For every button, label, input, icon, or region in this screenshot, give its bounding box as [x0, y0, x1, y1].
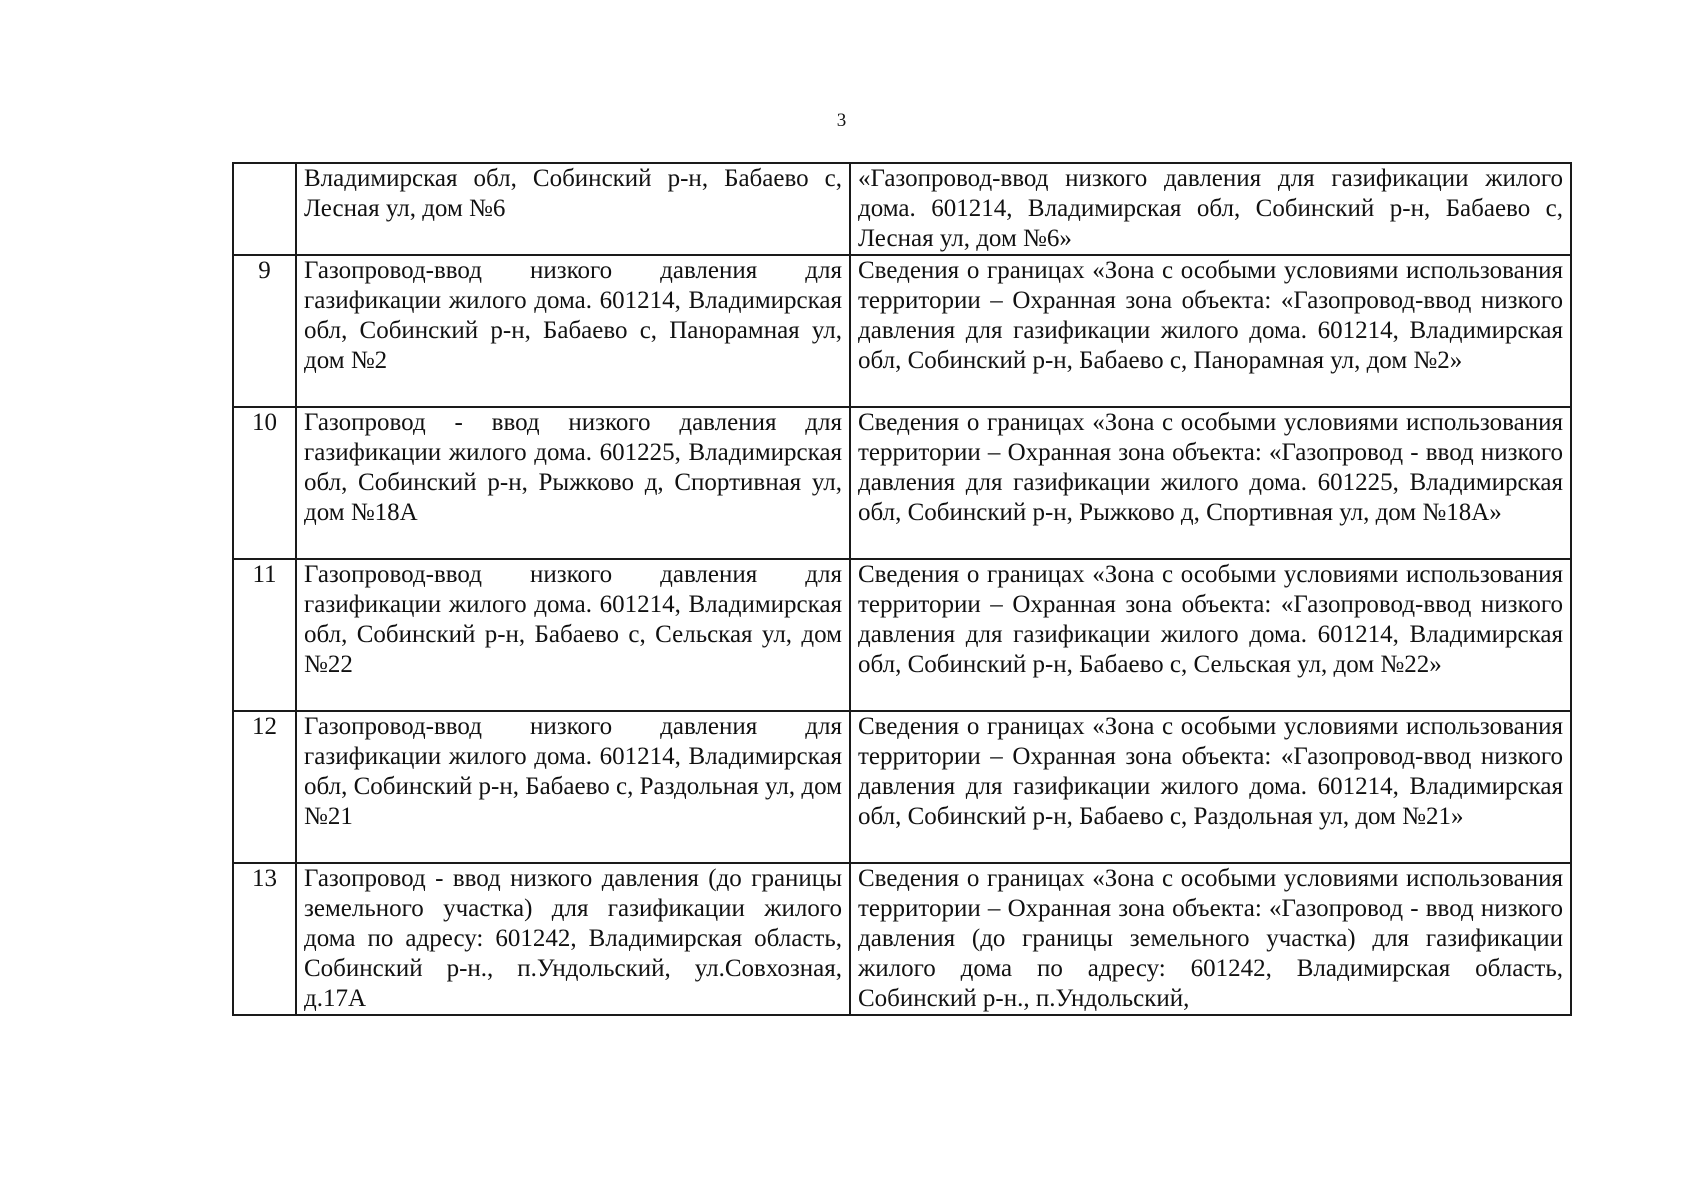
registry-table [232, 162, 1572, 1016]
object-cell [296, 407, 850, 559]
object-text: Газопровод - ввод низкого давления для газификации жилого дома. 601225, Владимирская обл, Собинский р-н, Рыжково д, Спортивная ул, дом №18А [304, 409, 842, 526]
row-number-cell: 10 [233, 407, 296, 559]
info-cell [850, 407, 1571, 559]
object-text: Газопровод-ввод низкого давления для газификации жилого дома. 601214, Владимирская обл, Собинский р-н, Бабаево с, Сельская ул, дом №22 [304, 561, 842, 678]
object-cell [296, 163, 850, 255]
info-cell [850, 559, 1571, 711]
object-cell [296, 711, 850, 863]
info-text: «Газопровод-ввод низкого давления для газификации жилого дома. 601214, Владимирская обл, Собинский р-н, Бабаево с, Лесная ул, дом №6» [858, 165, 1563, 252]
object-text: Газопровод-ввод низкого давления для газификации жилого дома. 601214, Владимирская обл, Собинский р-н, Бабаево с, Раздольная ул, дом №21 [304, 713, 842, 830]
info-text: Сведения о границах «Зона с особыми условиями использования территории – Охранная зона объекта: «Газопровод-ввод низкого давления для газификации жилого дома. 601214, Владимирская обл, Собинский р-н, Бабаево с, Раздольная ул, дом №21» [858, 713, 1563, 830]
info-cell [850, 711, 1571, 863]
info-text: Сведения о границах «Зона с особыми условиями использования территории – Охранная зона объекта: «Газопровод-ввод низкого давления для газификации жилого дома. 601214, Владимирская обл, Собинский р-н, Бабаево с, Сельская ул, дом №22» [858, 561, 1563, 678]
table-row [233, 407, 1571, 559]
info-text: Сведения о границах «Зона с особыми условиями использования территории – Охранная зона объекта: «Газопровод - ввод низкого давления для газификации жилого дома. 601225, Владимирская обл, Собинский р-н, Рыжково д, Спортивная ул, дом №18А» [858, 409, 1563, 526]
info-cell [850, 255, 1571, 407]
row-number-cell [233, 163, 296, 255]
object-cell [296, 863, 850, 1015]
object-cell [296, 559, 850, 711]
info-text: Сведения о границах «Зона с особыми условиями использования территории – Охранная зона объекта: «Газопровод - ввод низкого давления (до границы земельного участка) для газификации жилого дома по адресу: 601242, Владимирская область, Собинский р-н., п.Ундольский, [858, 865, 1563, 1012]
object-text: Газопровод-ввод низкого давления для газификации жилого дома. 601214, Владимирская обл, Собинский р-н, Бабаево с, Панорамная ул, дом №2 [304, 257, 842, 374]
table-row [233, 711, 1571, 863]
object-cell [296, 255, 850, 407]
table-row [233, 559, 1571, 711]
row-number-cell: 11 [233, 559, 296, 711]
info-text: Сведения о границах «Зона с особыми условиями использования территории – Охранная зона объекта: «Газопровод-ввод низкого давления для газификации жилого дома. 601214, Владимирская обл, Собинский р-н, Бабаево с, Панорамная ул, дом №2» [858, 257, 1563, 374]
page-number: 3 [836, 110, 847, 131]
object-text: Газопровод - ввод низкого давления (до границы земельного участка) для газификации жилого дома по адресу: 601242, Владимирская область, Собинский р-н., п.Ундольский, ул.Совхозная, д.17А [304, 865, 842, 1012]
object-text: Владимирская обл, Собинский р-н, Бабаево с, Лесная ул, дом №6 [304, 165, 842, 222]
row-number-cell: 12 [233, 711, 296, 863]
table-row [233, 863, 1571, 1015]
info-cell [850, 863, 1571, 1015]
info-cell [850, 163, 1571, 255]
table-row [233, 255, 1571, 407]
row-number-cell: 9 [233, 255, 296, 407]
row-number-cell: 13 [233, 863, 296, 1015]
table-row [233, 163, 1571, 255]
